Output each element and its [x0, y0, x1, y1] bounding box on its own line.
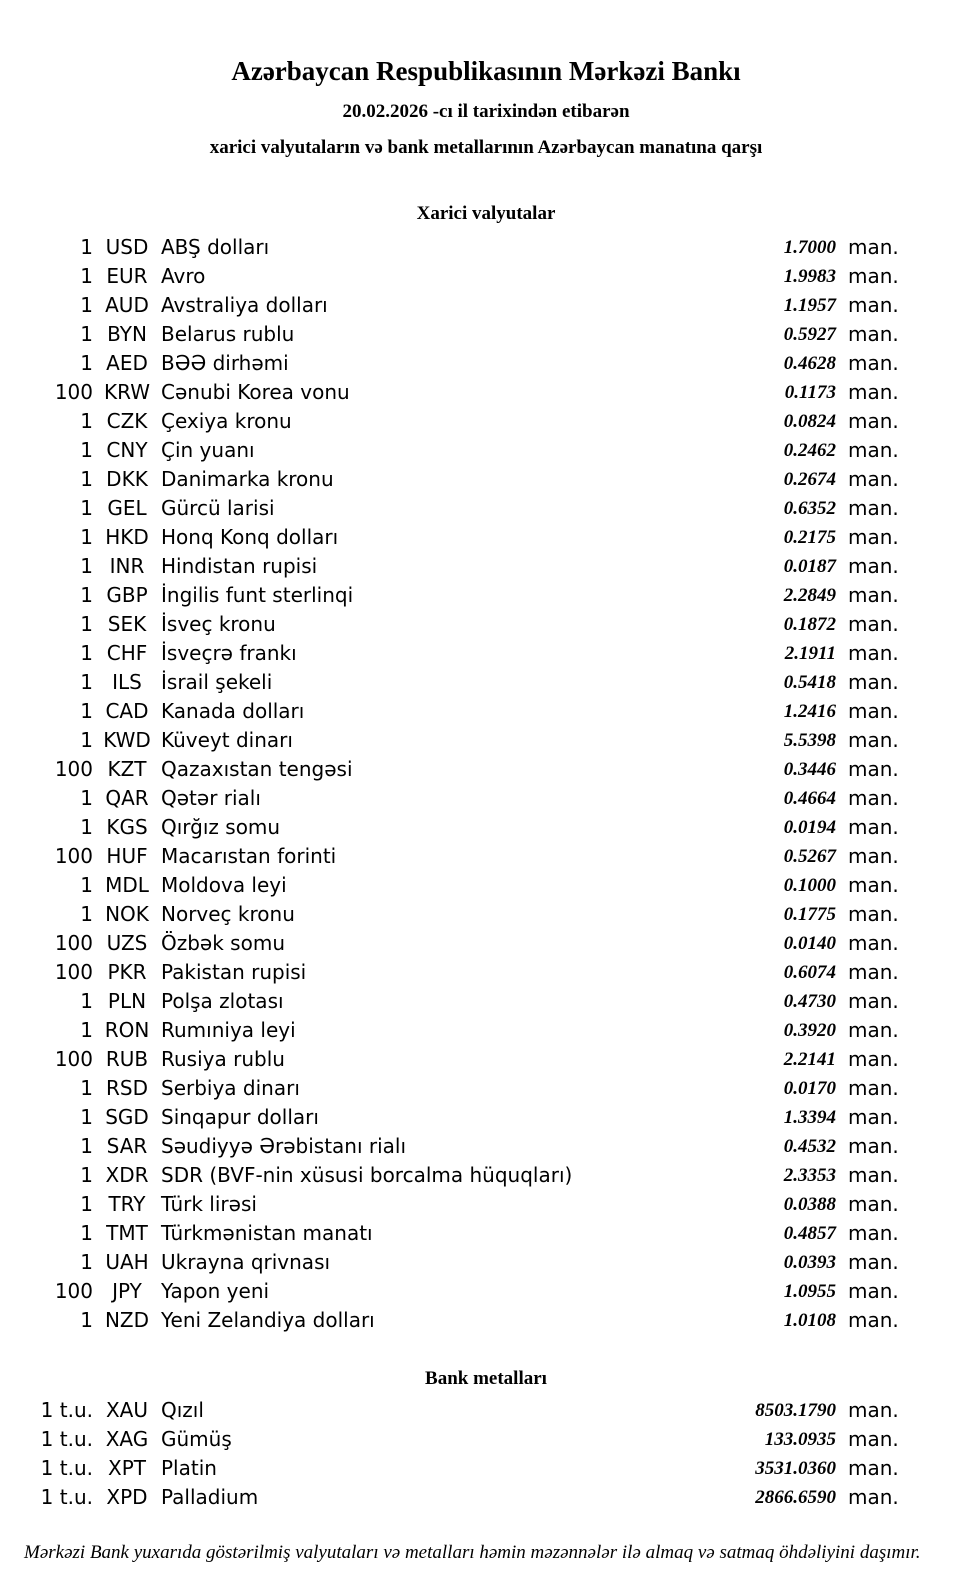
currency-code: ILS — [112, 670, 142, 694]
rate-unit-label: man. — [848, 960, 899, 984]
rate-row — [0, 1306, 972, 1335]
currency-code: NZD — [104, 1308, 150, 1332]
currency-name: Çexiya kronu — [161, 409, 292, 433]
unit-quantity: 1 — [80, 1192, 93, 1216]
currency-code: NOK — [105, 902, 149, 926]
rate-row — [0, 987, 972, 1016]
unit-quantity: 100 — [54, 960, 93, 984]
rate-value: 2.3353 — [783, 1165, 836, 1186]
currency-name: Gürcü larisi — [161, 496, 275, 520]
rate-value: 0.1173 — [784, 382, 836, 403]
rate-value: 3531.0360 — [755, 1458, 836, 1479]
rate-unit-label: man. — [848, 235, 899, 259]
currency-name: İngilis funt sterlinqi — [161, 583, 354, 607]
rate-row — [0, 233, 972, 262]
rate-value: 0.5927 — [783, 324, 836, 345]
unit-quantity: 1 t.u. — [40, 1456, 93, 1480]
unit-quantity: 1 — [80, 409, 93, 433]
rate-row — [0, 494, 972, 523]
rate-value: 2.2849 — [783, 585, 836, 606]
rate-row — [0, 639, 972, 668]
unit-quantity: 1 — [80, 670, 93, 694]
rate-value: 0.1775 — [783, 904, 836, 925]
unit-quantity: 1 — [80, 873, 93, 897]
currency-name: BƏƏ dirhəmi — [161, 351, 289, 375]
rate-row — [0, 1454, 972, 1483]
section-title-bank-metals: Bank metalları — [425, 1368, 547, 1389]
currency-name: Qızıl — [161, 1398, 204, 1422]
section-title-foreign-currencies: Xarici valyutalar — [416, 203, 556, 224]
currency-code: QAR — [105, 786, 149, 810]
rate-value: 0.3920 — [783, 1020, 836, 1041]
unit-quantity: 1 — [80, 264, 93, 288]
page-title: Azərbaycan Respublikasının Mərkəzi Bankı — [231, 56, 741, 86]
rate-value: 0.0170 — [783, 1078, 836, 1099]
rate-unit-label: man. — [848, 786, 899, 810]
rate-row — [0, 900, 972, 929]
unit-quantity: 1 — [80, 902, 93, 926]
currency-code: KGS — [106, 815, 148, 839]
currency-code: XPD — [106, 1485, 148, 1509]
unit-quantity: 1 — [80, 554, 93, 578]
rate-unit-label: man. — [848, 1076, 899, 1100]
rate-unit-label: man. — [848, 525, 899, 549]
unit-quantity: 1 t.u. — [40, 1485, 93, 1509]
rate-value: 0.1872 — [783, 614, 836, 635]
rate-row — [0, 1016, 972, 1045]
currency-name: Qətər rialı — [161, 786, 261, 810]
rate-row — [0, 668, 972, 697]
unit-quantity: 1 — [80, 293, 93, 317]
rate-unit-label: man. — [848, 670, 899, 694]
rate-row — [0, 436, 972, 465]
unit-quantity: 100 — [54, 931, 93, 955]
rate-value: 0.4532 — [783, 1136, 836, 1157]
rate-row — [0, 929, 972, 958]
rate-value: 0.0140 — [783, 933, 836, 954]
rate-value: 133.0935 — [764, 1429, 836, 1450]
rate-row — [0, 784, 972, 813]
unit-quantity: 1 — [80, 1105, 93, 1129]
rate-unit-label: man. — [848, 1192, 899, 1216]
currency-code: KWD — [103, 728, 151, 752]
unit-quantity: 1 — [80, 351, 93, 375]
rate-unit-label: man. — [848, 641, 899, 665]
rate-row — [0, 378, 972, 407]
currency-name: Polşa zlotası — [161, 989, 284, 1013]
rate-value: 0.4628 — [783, 353, 836, 374]
rate-row — [0, 291, 972, 320]
currency-code: RUB — [105, 1047, 149, 1071]
currency-code: HKD — [105, 525, 149, 549]
currency-name: Küveyt dinarı — [161, 728, 293, 752]
currency-code: CZK — [106, 409, 148, 433]
rate-value: 1.1957 — [783, 295, 836, 316]
currency-code: KZT — [107, 757, 147, 781]
rate-row — [0, 1219, 972, 1248]
currency-name: İsveç kronu — [161, 612, 276, 636]
currency-code: CNY — [106, 438, 148, 462]
rate-value: 1.3394 — [783, 1107, 836, 1128]
currency-code: UAH — [105, 1250, 149, 1274]
unit-quantity: 1 — [80, 989, 93, 1013]
unit-quantity: 1 — [80, 1076, 93, 1100]
currency-name: ABŞ dolları — [161, 235, 270, 259]
currency-code: RON — [104, 1018, 150, 1042]
currency-name: Honq Konq dolları — [161, 525, 339, 549]
rate-unit-label: man. — [848, 1279, 899, 1303]
rate-unit-label: man. — [848, 1221, 899, 1245]
currency-name: Çin yuanı — [161, 438, 255, 462]
currency-name: Qırğız somu — [161, 815, 281, 839]
currency-name: İsveçrə frankı — [161, 641, 297, 665]
rate-unit-label: man. — [848, 873, 899, 897]
rate-row — [0, 958, 972, 987]
currency-code: JPY — [112, 1279, 142, 1303]
currency-name: Macarıstan forinti — [161, 844, 337, 868]
currency-code: MDL — [105, 873, 149, 897]
rate-value: 1.7000 — [783, 237, 836, 258]
currency-code: EUR — [106, 264, 148, 288]
rate-unit-label: man. — [848, 989, 899, 1013]
rate-value: 0.0187 — [783, 556, 836, 577]
unit-quantity: 1 — [80, 322, 93, 346]
rate-value: 0.2674 — [783, 469, 836, 490]
rate-value: 0.2462 — [783, 440, 836, 461]
currency-code: XAU — [105, 1398, 149, 1422]
rate-row — [0, 1396, 972, 1425]
rate-row — [0, 407, 972, 436]
unit-quantity: 1 — [80, 467, 93, 491]
rate-value: 0.5267 — [783, 846, 836, 867]
unit-quantity: 1 — [80, 728, 93, 752]
currency-code: USD — [105, 235, 149, 259]
currency-code: CAD — [105, 699, 149, 723]
currency-code: XPT — [108, 1456, 146, 1480]
unit-quantity: 1 — [80, 1163, 93, 1187]
unit-quantity: 1 — [80, 1250, 93, 1274]
rate-value: 0.6352 — [783, 498, 836, 519]
currency-code: AUD — [105, 293, 149, 317]
rate-unit-label: man. — [848, 902, 899, 926]
rate-row — [0, 1277, 972, 1306]
rate-row — [0, 523, 972, 552]
unit-quantity: 1 — [80, 496, 93, 520]
currency-name: Avstraliya dolları — [161, 293, 328, 317]
rate-row — [0, 842, 972, 871]
rate-unit-label: man. — [848, 1018, 899, 1042]
unit-quantity: 1 — [80, 612, 93, 636]
currency-name: Serbiya dinarı — [161, 1076, 300, 1100]
currency-name: Özbək somu — [161, 931, 285, 955]
currency-code: SGD — [105, 1105, 149, 1129]
currency-code: CHF — [106, 641, 148, 665]
page-subtitle: xarici valyutaların və bank metallarının Azərbaycan manatına qarşı — [209, 137, 763, 158]
currency-code: KRW — [104, 380, 150, 404]
rate-row — [0, 1103, 972, 1132]
rate-row — [0, 1483, 972, 1512]
rate-unit-label: man. — [848, 1163, 899, 1187]
rate-value: 0.0393 — [783, 1252, 836, 1273]
currency-code: BYN — [107, 322, 147, 346]
currency-code: XAG — [105, 1427, 149, 1451]
rate-value: 1.2416 — [783, 701, 836, 722]
rate-unit-label: man. — [848, 409, 899, 433]
currency-code: UZS — [106, 931, 148, 955]
rate-value: 1.9983 — [783, 266, 836, 287]
rate-unit-label: man. — [848, 496, 899, 520]
currency-code: TMT — [106, 1221, 148, 1245]
rate-row — [0, 581, 972, 610]
rate-unit-label: man. — [848, 815, 899, 839]
rate-value: 8503.1790 — [755, 1400, 836, 1421]
rate-row — [0, 697, 972, 726]
unit-quantity: 1 — [80, 815, 93, 839]
unit-quantity: 1 — [80, 438, 93, 462]
currency-code: PLN — [107, 989, 147, 1013]
rate-unit-label: man. — [848, 583, 899, 607]
rate-row — [0, 320, 972, 349]
currency-name: Yeni Zelandiya dolları — [161, 1308, 375, 1332]
unit-quantity: 100 — [54, 1279, 93, 1303]
rate-unit-label: man. — [848, 757, 899, 781]
currency-code: PKR — [107, 960, 147, 984]
rate-unit-label: man. — [848, 1105, 899, 1129]
rate-unit-label: man. — [848, 1398, 899, 1422]
unit-quantity: 100 — [54, 844, 93, 868]
rate-value: 0.0194 — [783, 817, 836, 838]
rate-unit-label: man. — [848, 844, 899, 868]
rate-unit-label: man. — [848, 438, 899, 462]
currency-name: Sinqapur dolları — [161, 1105, 319, 1129]
currency-name: Səudiyyə Ərəbistanı rialı — [161, 1134, 407, 1158]
rate-row — [0, 813, 972, 842]
rate-value: 2866.6590 — [755, 1487, 836, 1508]
currency-code: SAR — [106, 1134, 148, 1158]
currency-code: AED — [106, 351, 148, 375]
rate-unit-label: man. — [848, 351, 899, 375]
rate-value: 0.1000 — [783, 875, 836, 896]
rate-value: 0.0824 — [783, 411, 836, 432]
rate-row — [0, 465, 972, 494]
rate-row — [0, 262, 972, 291]
rate-value: 1.0955 — [783, 1281, 836, 1302]
rate-row — [0, 552, 972, 581]
currency-name: Norveç kronu — [161, 902, 295, 926]
unit-quantity: 1 — [80, 641, 93, 665]
currency-name: Platin — [161, 1456, 217, 1480]
rate-value: 0.5418 — [783, 672, 836, 693]
rate-value: 0.3446 — [783, 759, 836, 780]
currency-rate-table — [0, 233, 972, 1335]
currency-name: Hindistan rupisi — [161, 554, 318, 578]
rate-row — [0, 1161, 972, 1190]
currency-code: SEK — [107, 612, 147, 636]
currency-code: DKK — [106, 467, 148, 491]
currency-name: Türkmənistan manatı — [161, 1221, 373, 1245]
rate-unit-label: man. — [848, 931, 899, 955]
rate-value: 1.0108 — [783, 1310, 836, 1331]
rate-unit-label: man. — [848, 1250, 899, 1274]
rate-unit-label: man. — [848, 467, 899, 491]
rate-unit-label: man. — [848, 1308, 899, 1332]
rate-unit-label: man. — [848, 612, 899, 636]
rate-row — [0, 871, 972, 900]
rate-row — [0, 755, 972, 784]
unit-quantity: 1 t.u. — [40, 1427, 93, 1451]
rate-row — [0, 1425, 972, 1454]
currency-code: TRY — [108, 1192, 146, 1216]
rate-unit-label: man. — [848, 264, 899, 288]
rate-value: 0.4730 — [783, 991, 836, 1012]
currency-code: RSD — [106, 1076, 148, 1100]
rate-row — [0, 610, 972, 639]
rate-value: 0.4664 — [783, 788, 836, 809]
currency-code: GBP — [106, 583, 148, 607]
currency-name: Moldova leyi — [161, 873, 287, 897]
unit-quantity: 1 — [80, 583, 93, 607]
currency-name: Türk lirəsi — [161, 1192, 257, 1216]
rate-unit-label: man. — [848, 1485, 899, 1509]
currency-name: İsrail şekeli — [161, 670, 273, 694]
currency-name: Pakistan rupisi — [161, 960, 307, 984]
currency-name: Gümüş — [161, 1427, 232, 1451]
unit-quantity: 1 — [80, 1221, 93, 1245]
rate-value: 5.5398 — [783, 730, 836, 751]
currency-name: Rumıniya leyi — [161, 1018, 296, 1042]
currency-name: Cənubi Korea vonu — [161, 380, 350, 404]
rate-unit-label: man. — [848, 728, 899, 752]
unit-quantity: 1 t.u. — [40, 1398, 93, 1422]
unit-quantity: 1 — [80, 1018, 93, 1042]
rate-row — [0, 726, 972, 755]
rate-value: 2.1911 — [784, 643, 836, 664]
rate-unit-label: man. — [848, 380, 899, 404]
currency-name: Ukrayna qrivnası — [161, 1250, 331, 1274]
currency-name: Danimarka kronu — [161, 467, 334, 491]
currency-code: HUF — [106, 844, 148, 868]
currency-name: Kanada dolları — [161, 699, 305, 723]
effective-date-line: 20.02.2026 -cı il tarixindən etibarən — [342, 101, 630, 122]
rate-unit-label: man. — [848, 699, 899, 723]
unit-quantity: 1 — [80, 525, 93, 549]
rate-value: 0.4857 — [783, 1223, 836, 1244]
unit-quantity: 100 — [54, 380, 93, 404]
rate-unit-label: man. — [848, 1427, 899, 1451]
rate-row — [0, 349, 972, 378]
rate-value: 0.6074 — [783, 962, 836, 983]
rate-value: 0.2175 — [783, 527, 836, 548]
rate-row — [0, 1045, 972, 1074]
unit-quantity: 100 — [54, 757, 93, 781]
unit-quantity: 1 — [80, 699, 93, 723]
currency-name: Rusiya rublu — [161, 1047, 285, 1071]
currency-name: Belarus rublu — [161, 322, 295, 346]
currency-code: INR — [109, 554, 145, 578]
rate-row — [0, 1132, 972, 1161]
currency-name: Avro — [161, 264, 206, 288]
currency-name: Yapon yeni — [161, 1279, 270, 1303]
unit-quantity: 1 — [80, 1134, 93, 1158]
unit-quantity: 1 — [80, 786, 93, 810]
currency-code: XDR — [105, 1163, 149, 1187]
unit-quantity: 1 — [80, 235, 93, 259]
unit-quantity: 1 — [80, 1308, 93, 1332]
rate-unit-label: man. — [848, 554, 899, 578]
currency-name: Palladium — [161, 1485, 259, 1509]
unit-quantity: 100 — [54, 1047, 93, 1071]
rate-unit-label: man. — [848, 293, 899, 317]
rate-unit-label: man. — [848, 1134, 899, 1158]
disclaimer-text: Mərkəzi Bank yuxarıda göstərilmiş valyutaları və metalları həmin məzənnələr ilə almaq və satmaq öhdəliyini daşımır. — [24, 1542, 921, 1563]
metals-rate-table — [0, 1396, 972, 1512]
rate-unit-label: man. — [848, 322, 899, 346]
currency-name: Qazaxıstan tengəsi — [161, 757, 353, 781]
rate-row — [0, 1190, 972, 1219]
rate-value: 2.2141 — [783, 1049, 836, 1070]
rate-unit-label: man. — [848, 1456, 899, 1480]
currency-code: GEL — [107, 496, 147, 520]
rate-unit-label: man. — [848, 1047, 899, 1071]
rate-row — [0, 1248, 972, 1277]
rate-value: 0.0388 — [783, 1194, 836, 1215]
currency-name: SDR (BVF-nin xüsusi borcalma hüquqları) — [161, 1163, 573, 1187]
rate-row — [0, 1074, 972, 1103]
